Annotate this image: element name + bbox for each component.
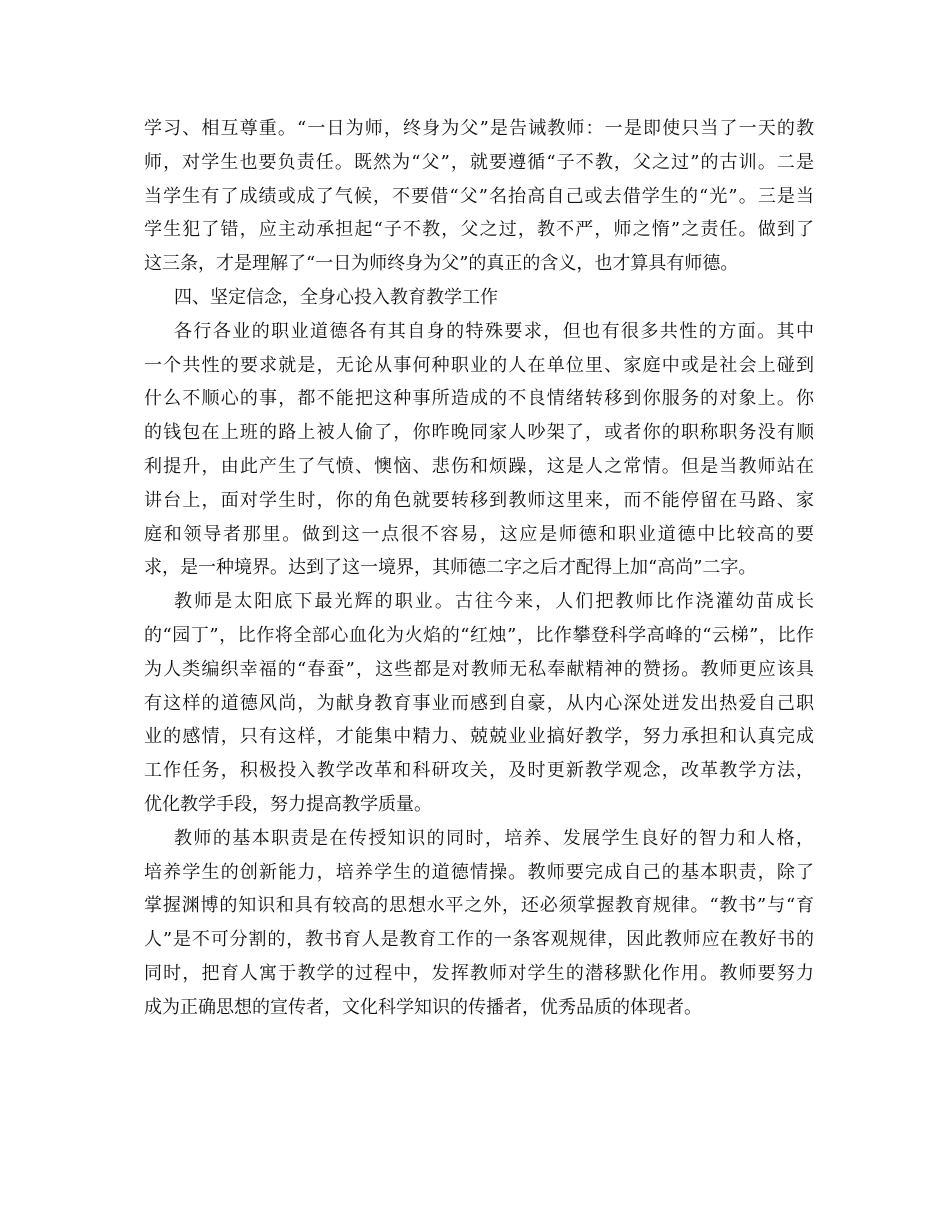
text-line xyxy=(144,180,814,214)
line-text: 有这样的道德风尚，为献身教育事业而感到自豪，从内心深处迸发出热爱自己职 xyxy=(144,692,814,714)
line-text: 的“园丁”，比作将全部心血化为火焰的“红烛”，比作攀登科学高峰的“云梯”，比作 xyxy=(144,624,814,646)
line-text: 培养学生的创新能力，培养学生的道德情操。教师要完成自己的基本职责，除了 xyxy=(144,861,814,883)
text-line xyxy=(144,653,814,687)
text-line xyxy=(144,754,814,788)
line-text: 学生犯了错，应主动承担起“子不教，父之过，教不严，师之惰”之责任。做到了 xyxy=(144,219,814,241)
line-text: 成为正确思想的宣传者，文化科学知识的传播者，优秀品质的体现者。 xyxy=(144,996,702,1018)
line-text: 同时，把育人寓于教学的过程中，发挥教师对学生的潜移默化作用。教师要努力 xyxy=(144,962,814,984)
text-line xyxy=(144,551,814,585)
paragraph-first-line xyxy=(144,822,814,856)
line-text: 为人类编织幸福的“春蚕”，这些都是对教师无私奉献精神的赞扬。教师更应该具 xyxy=(144,658,814,680)
text-line xyxy=(144,619,814,653)
text-line xyxy=(144,349,814,383)
paragraph-first-line xyxy=(144,315,814,349)
text-line xyxy=(144,484,814,518)
text-line xyxy=(144,923,814,957)
paragraph-first-line xyxy=(144,281,814,315)
line-text: 师，对学生也要负责任。既然为“父”，就要遵循“子不教，父之过”的古训。二是 xyxy=(144,151,814,173)
line-text: 庭和领导者那里。做到这一点很不容易，这应是师德和职业道德中比较高的要 xyxy=(144,523,814,545)
line-text: 的钱包在上班的路上被人偷了，你昨晚同家人吵架了，或者你的职称职务没有顺 xyxy=(144,422,814,444)
line-text: 这三条，才是理解了“一日为师终身为父”的真正的含义，也才算具有师德。 xyxy=(144,253,739,275)
line-text: 业的感情，只有这样，才能集中精力、兢兢业业搞好教学，努力承担和认真完成 xyxy=(144,726,814,748)
text-line xyxy=(144,416,814,450)
text-line xyxy=(144,518,814,552)
line-text: 掌握渊博的知识和具有较高的思想水平之外，还必须掌握教育规律。“教书”与“育 xyxy=(144,895,814,917)
line-text: 人”是不可分割的，教书育人是教育工作的一条客观规律，因此教师应在教好书的 xyxy=(144,929,814,951)
text-line xyxy=(144,146,814,180)
line-text: 什么不顺心的事，都不能把这种事所造成的不良情绪转移到你服务的对象上。你 xyxy=(144,388,814,410)
line-text: 利提升，由此产生了气愤、懊恼、悲伤和烦躁，这是人之常情。但是当教师站在 xyxy=(144,455,814,477)
line-text: 当学生有了成绩或成了气候，不要借“父”名抬高自己或去借学生的“光”。三是当 xyxy=(144,185,814,207)
line-text: 工作任务，积极投入教学改革和科研攻关，及时更新教学观念，改革教学方法， xyxy=(144,760,814,782)
text-line xyxy=(144,382,814,416)
text-line xyxy=(144,991,814,1025)
text-line xyxy=(144,213,814,247)
text-line xyxy=(144,247,814,281)
text-line xyxy=(144,889,814,923)
line-text: 四、坚定信念，全身心投入教育教学工作 xyxy=(174,286,498,308)
text-line xyxy=(144,957,814,991)
line-text: 教师是太阳底下最光辉的职业。古往今来，人们把教师比作浇灌幼苗成长 xyxy=(174,591,814,613)
line-text: 优化教学手段，努力提高教学质量。 xyxy=(144,793,432,815)
text-line xyxy=(144,856,814,890)
paragraph-first-line xyxy=(144,585,814,619)
line-text: 教师的基本职责是在传授知识的同时，培养、发展学生良好的智力和人格， xyxy=(174,827,814,849)
line-text: 各行各业的职业道德各有其自身的特殊要求，但也有很多共性的方面。其中 xyxy=(174,320,814,342)
text-line xyxy=(144,112,814,146)
line-text: 求，是一种境界。达到了这一境界，其师德二字之后才配得上加“高尚”二字。 xyxy=(144,557,757,579)
line-text: 讲台上，面对学生时，你的角色就要转移到教师这里来，而不能停留在马路、家 xyxy=(144,489,814,511)
text-line xyxy=(144,788,814,822)
document-body xyxy=(144,112,814,1025)
line-text: 学习、相互尊重。“一日为师，终身为父”是告诫教师：一是即使只当了一天的教 xyxy=(144,118,814,139)
line-text: 一个共性的要求就是，无论从事何种职业的人在单位里、家庭中或是社会上碰到 xyxy=(144,354,814,376)
text-line xyxy=(144,450,814,484)
text-line xyxy=(144,687,814,721)
text-line xyxy=(144,720,814,754)
